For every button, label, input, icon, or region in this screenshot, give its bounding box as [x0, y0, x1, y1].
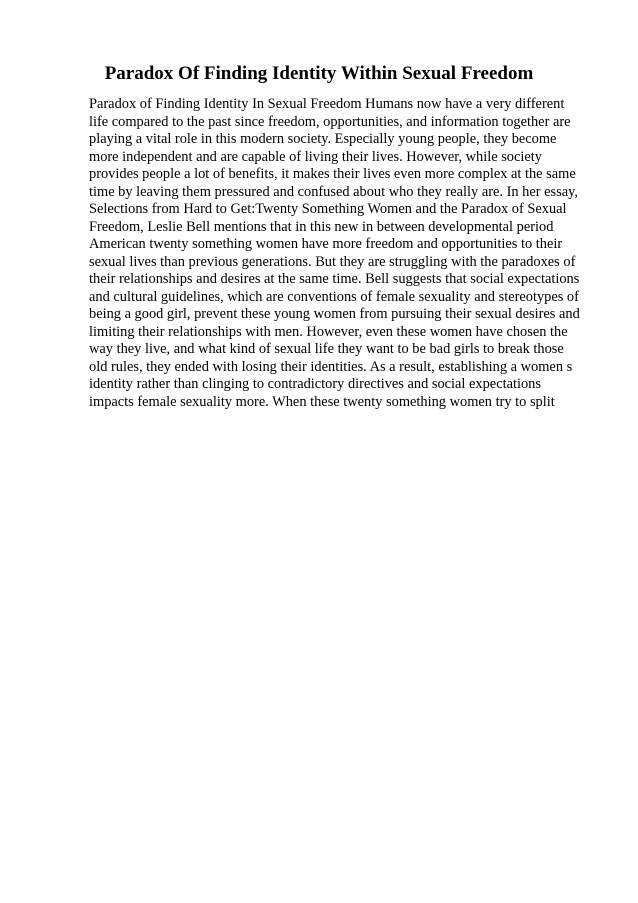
body-line: limiting their relationships with men. However, even these women have chosen the — [89, 323, 568, 340]
body-line: American twenty something women have more freedom and opportunities to their — [89, 236, 563, 252]
body-line: life compared to the past since freedom, opportunities, and information together are — [89, 113, 571, 130]
body-line: Freedom, Leslie Bell mentions that in this new in between developmental period — [89, 218, 554, 235]
body-line: way they live, and what kind of sexual life they want to be bad girls to break those — [89, 341, 564, 357]
body-line: identity rather than clinging to contradictory directives and social expectations — [89, 376, 541, 392]
body-line: and cultural guidelines, which are conventions of female sexuality and stereotypes of — [89, 288, 579, 305]
body-line: impacts female sexuality more. When these twenty something women try to split — [89, 393, 555, 410]
document-body — [89, 96, 609, 411]
body-line: provides people a lot of benefits, it makes their lives even more complex at the same — [89, 166, 576, 182]
body-line: old rules, they ended with losing their identities. As a result, establishing a women s — [89, 358, 573, 375]
body-line: being a good girl, prevent these young women from pursuing their sexual desires and — [89, 306, 580, 322]
body-line: Paradox of Finding Identity In Sexual Freedom Humans now have a very different — [89, 96, 565, 112]
body-line: their relationships and desires at the same time. Bell suggests that social expectations — [89, 271, 580, 287]
body-line: sexual lives than previous generations. But they are struggling with the paradoxes of — [89, 253, 576, 270]
body-line: Selections from Hard to Get:Twenty Something Women and the Paradox of Sexual — [89, 201, 567, 217]
document-title: Paradox Of Finding Identity Within Sexual Freedom — [104, 63, 534, 84]
body-line: time by leaving them pressured and confused about who they really are. In her essay, — [89, 183, 578, 200]
body-line: playing a vital role in this modern society. Especially young people, they become — [89, 131, 557, 147]
body-line: more independent and are capable of living their lives. However, while society — [89, 148, 542, 165]
